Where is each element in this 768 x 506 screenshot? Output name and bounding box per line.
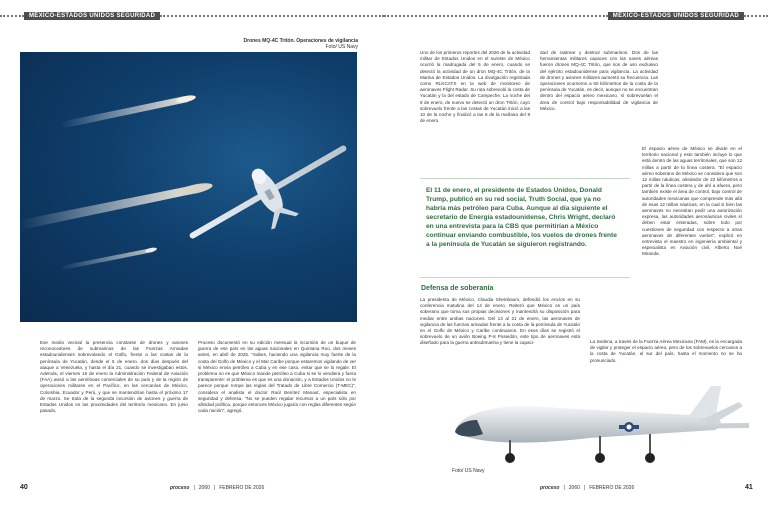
- drone-silhouette: [177, 124, 357, 267]
- body-column: La presidenta de México, Claudia Sheinbaum, defendió los envíos en su conferencia matutina del 14 de enero. Reiteró que México es un país soberano que toma sus propias decisiones y mantendrá su disposición para mediar entre ambas naciones. Del 13 al 21 de enero, las aeronaves de vigilancia de las fuerzas armadas frente a la costa de la península de Yucatán en el Golfo de México y Caribe continuaron. En esos días se registró el sobrevuelo de un avión Boeing P-8 Poseidón, este tipo de aeronaves está diseñado para la guerra antisubmarina y tiene la capaci-: [420, 297, 580, 346]
- photo-caption: [210, 38, 358, 50]
- body-column: El espacio aéreo de México se divide en el territorio nacional y esto también incluye lo que está dentro de las aguas territoriales, que son 12 millas a partir de la línea costera. "El espacio aéreo soberano de México se considera que son 12 millas náuticas, alrededor de 22 kilómetros a partir de la línea costera y de ahí a afuera, pero también existe el área de control, bajo control de autoridades mexicanas que comprende más allá de esas 12 millas náuticas, en la cual si bien las aeronaves no necesitan pedir una autorización expresa, las autoridades aeronáuticas civiles sí deben estar enteradas, sobre todo por cuestiones de seguridad con respecto a otras aeronaves de diferentes vuelos", explicó en entrevista el maestro en ingeniería ambiental y especialista en Aviación civil, Alberto Noé Miranda.: [642, 146, 742, 257]
- body-column: Ese medio vecinal la presencia constante de drones y aviones reconocedores de submarinos de las Fuerzas Armadas estadounidenses sobrevolando el Golfo, frente a las costas de la península de Yucatán, desde el 5 de enero, dos días después del ataque a Venezuela, y hasta el día 21, cuando se investigaban estos. Además, el viernes 16 de enero la Administración Federal de Aviación (FAA) avisó a las aerolíneas comerciales de su país y de la región de operaciones militares en el Pacífico, en las cercanías de México, Colombia, Ecuador y Perú, y que se mantendrían hasta el próximo 17 de marzo. Se trata de la segunda incursión de aviones y guerra de Estados Unidos en las proximidades del territorio mexicano. En junio pasado,: [40, 340, 188, 414]
- page-number: 41: [745, 484, 753, 491]
- footer-separator: |: [583, 485, 586, 491]
- page-footer: [540, 485, 634, 491]
- page-footer: [170, 485, 264, 491]
- body-column: dad de rastrear y destruir submarinos. Dos de las herramientas militares capaces con las naves aéreas fueron drones MQ-4C Tritón, que son de uso exclusivo del ejército estadounidense para vigilancia. La actividad de drones y aviones militares aumentó su frecuencia. Las operaciones ocurrieron a 50 kilómetros de la costa de la península de Yucatán, es decir, aunque no se encuentran dentro del espacio aéreo mexicano, sí sobrevuelan el área de control bajo responsabilidad de vigilancia de México.: [540, 50, 658, 111]
- section-label: MÉXICO-ESTADOS UNIDOS SEGURIDAD: [24, 12, 160, 20]
- issue-date: FEBRERO DE 2026: [219, 485, 265, 491]
- header-dots: [744, 15, 768, 17]
- contrail: [20, 186, 192, 230]
- page-number: 40: [20, 484, 28, 491]
- contrail: [60, 248, 153, 270]
- footer-separator: |: [213, 485, 216, 491]
- issue-number: 2060: [568, 485, 580, 491]
- magazine-name: proceso: [540, 485, 560, 491]
- header-dots: [0, 15, 24, 17]
- footer-separator: |: [193, 485, 195, 491]
- drone-scene-illustration: [20, 52, 357, 322]
- caption-title: Drones MQ-4C Tritón. Operaciones de vigilancia: [243, 38, 358, 44]
- footer-separator: |: [563, 485, 565, 491]
- pull-quote: El 11 de enero, el presidente de Estados Unidos, Donald Trump, publicó en su red social, Truth Social, que ya no habría más petróleo para Cuba. Aunque al día siguiente el secretario de Energía estadounidense, Chris Wright, declaró en una entrevista para la CBS que permitirían a México continuar enviando combustible, los vuelos de drones frente a la península de Yucatán se siguieron registrando.: [426, 187, 617, 248]
- left-header: [0, 11, 384, 20]
- contrail: [60, 96, 188, 128]
- magazine-name: proceso: [170, 485, 190, 491]
- section-label: MÉXICO-ESTADOS UNIDOS SEGURIDAD: [608, 12, 744, 20]
- triton-drone-photo: [449, 380, 749, 470]
- photo-credit: Foto/ US Navy: [452, 468, 485, 474]
- body-column: Proceso documentó en su edición mensual la incursión de un buque de guerra de ese país en las aguas nacionales en Quintana Roo, dos meses antes, en abril de 2025. "Sabes, haciendo una vigilancia muy fuerte de la costa del Golfo de México y el Mar Caribe porque estaremos vigilando de ver si México envía petróleo a Cuba y en ese caso, evitar que se lo regale. El problema no es que México mande petróleo a Cuba si se lo vendiera y fuera transparente: el problema es que es una donación, y a Estados Unidos no le parece porque rompe las reglas del Tratado de Libre Comercio (T-MEC)", considera el analista el doctor Raúl Benítez Manaut, especialista en seguridad y defensa. "No se pueden regalar recursos a un país sólo por afinidad política, porque entonces México jugaría con reglas diferentes según cada nación", agregó.: [198, 340, 356, 414]
- drone-photo: [20, 52, 357, 322]
- issue-number: 2060: [198, 485, 210, 491]
- body-column: La Sedena, a través de la Fuerza Aérea Mexicana (FAM), es la encargada de vigilar y proteger el espacio aéreo, pero de los sobrevuelos cercanos a la costa de Yucatán, al sur del país, hasta el momento no se ha pronunciado.: [590, 339, 742, 363]
- body-column: Uno de los primeros reportes del 2026 de la actividad militar de Estados Unidos en el sureste de México ocurrió la madrugada del 5 de enero, cuando se detectó la actividad de un dron MQ-4C Tritón, de la Marina de Estados Unidos. La divulgación registrada como RLKCATS en la web de monitoreo de aeronaves Flight Radar. Su ruta sobrevoló la costa de Yucatán y la del estado de Campeche. La noche del 8 de enero, de nuevo se detectó un dron Tritón, cuyo sobrevuelo frente a las costas de Yucatán inició a las 10 de la noche y finalizó a las 6 de la mañana del 9 de enero.: [420, 50, 530, 124]
- caption-credit: Foto/ US Navy: [325, 44, 358, 50]
- issue-date: FEBRERO DE 2026: [589, 485, 635, 491]
- header-dots: [160, 15, 384, 17]
- section-heading: Defensa de soberanía: [421, 285, 494, 292]
- header-dots: [384, 15, 608, 17]
- triton-drone-illustration: [449, 380, 749, 470]
- right-header: [384, 11, 768, 20]
